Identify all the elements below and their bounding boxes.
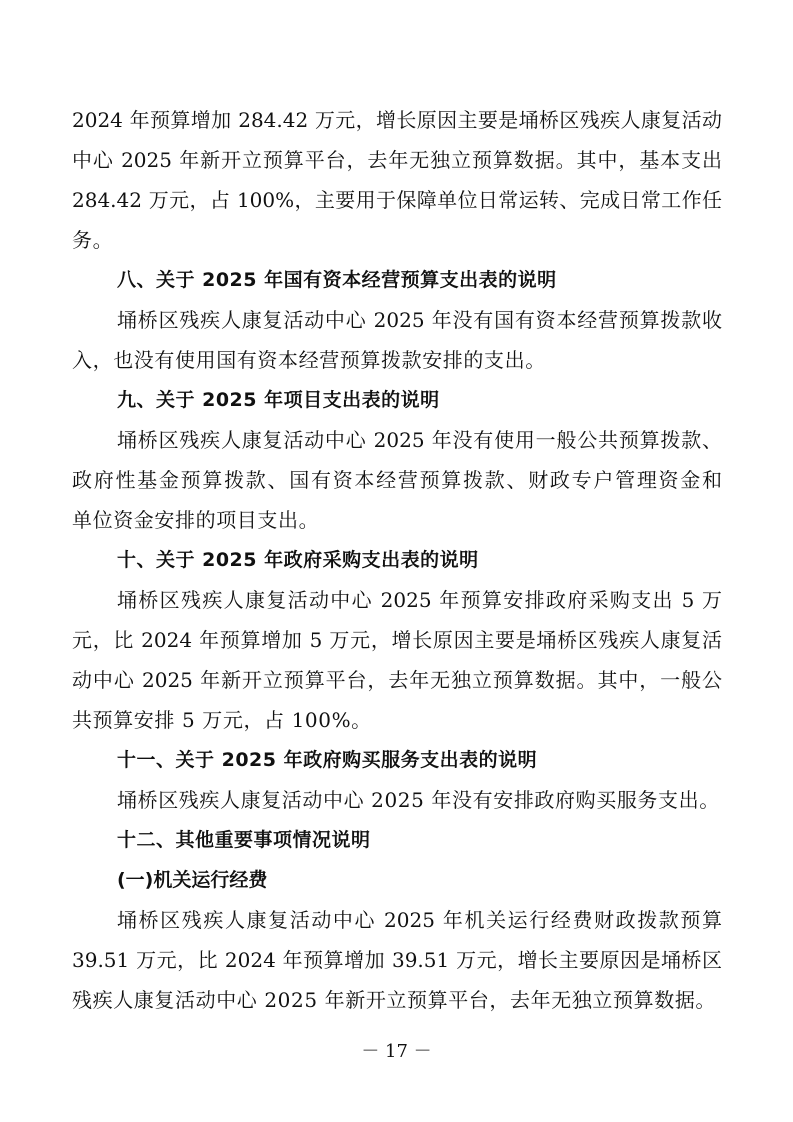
section-heading: 十、关于 2025 年政府采购支出表的说明 bbox=[117, 549, 479, 571]
text-line: 残疾人康复活动中心 2025 年新开立预算平台，去年无独立预算数据。 bbox=[72, 988, 717, 1012]
subsection-heading: (一)机关运行经费 bbox=[117, 869, 268, 891]
text-line: 动中心 2025 年新开立预算平台，去年无独立预算数据。其中，一般公 bbox=[72, 668, 722, 692]
page-number: － 17 － bbox=[361, 1041, 432, 1062]
text-line: 埇桥区残疾人康复活动中心 2025 年机关运行经费财政拨款预算 bbox=[117, 908, 722, 932]
text-line: 共预算安排 5 万元，占 100%。 bbox=[72, 708, 372, 732]
text-line: 2024 年预算增加 284.42 万元，增长原因主要是埇桥区残疾人康复活动 bbox=[72, 108, 722, 132]
section-heading: 九、关于 2025 年项目支出表的说明 bbox=[117, 389, 440, 411]
text-line: 39.51 万元，比 2024 年预算增加 39.51 万元，增长主要原因是埇桥区 bbox=[72, 948, 722, 972]
text-line: 埇桥区残疾人康复活动中心 2025 年没有国有资本经营预算拨款收 bbox=[117, 308, 722, 332]
section-heading: 八、关于 2025 年国有资本经营预算支出表的说明 bbox=[117, 269, 557, 291]
section-heading: 十二、其他重要事项情况说明 bbox=[117, 829, 371, 851]
text-line: 284.42 万元，占 100%，主要用于保障单位日常运转、完成日常工作任 bbox=[72, 188, 722, 212]
text-line: 埇桥区残疾人康复活动中心 2025 年没有使用一般公共预算拨款、 bbox=[117, 428, 722, 452]
text-line: 元，比 2024 年预算增加 5 万元，增长原因主要是埇桥区残疾人康复活 bbox=[72, 628, 722, 652]
text-line: 入，也没有使用国有资本经营预算拨款安排的支出。 bbox=[72, 348, 546, 372]
text-line: 单位资金安排的项目支出。 bbox=[72, 508, 320, 532]
text-line: 务。 bbox=[72, 228, 114, 252]
text-line: 埇桥区残疾人康复活动中心 2025 年没有安排政府购买服务支出。 bbox=[117, 788, 720, 812]
text-line: 政府性基金预算拨款、国有资本经营预算拨款、财政专户管理资金和 bbox=[72, 468, 722, 492]
section-heading: 十一、关于 2025 年政府购买服务支出表的说明 bbox=[117, 749, 538, 771]
text-line: 中心 2025 年新开立预算平台，去年无独立预算数据。其中，基本支出 bbox=[72, 148, 722, 172]
text-line: 埇桥区残疾人康复活动中心 2025 年预算安排政府采购支出 5 万 bbox=[117, 588, 722, 612]
